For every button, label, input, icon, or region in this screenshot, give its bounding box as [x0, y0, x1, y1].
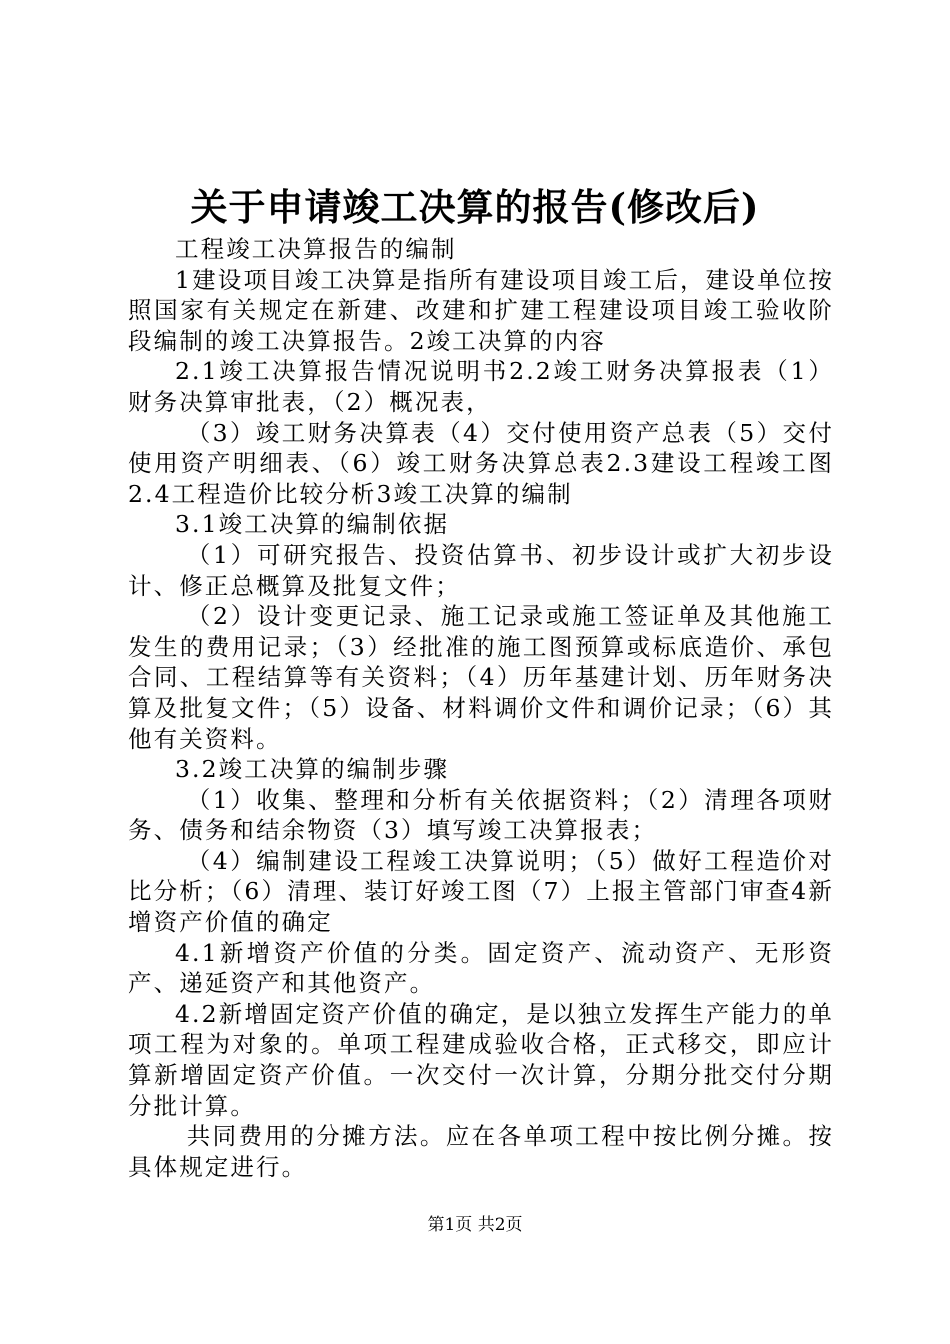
paragraph-asset-classification: 4.1新增资产价值的分类。固定资产、流动资产、无形资产、递延资产和其他资产。: [128, 938, 834, 998]
paragraph-steps-1: （1）收集、整理和分析有关依据资料；（2）清理各项财务、债务和结余物资（3）填写竣工决算报表；: [128, 785, 834, 845]
paragraph-fixed-asset-value: 4.2新增固定资产价值的确定，是以独立发挥生产能力的单项工程为对象的。单项工程建成验收合格，正式移交，即应计算新增固定资产价值。一次交付一次计算，分期分批交付分期分批计算。: [128, 999, 834, 1120]
document-title: 关于申请竣工决算的报告(修改后): [190, 185, 760, 229]
paragraph-content-2-1: 2.1竣工决算报告情况说明书2.2竣工财务决算报表（1）财务决算审批表，（2）概况表，: [128, 357, 834, 416]
paragraph-steps-heading: 3.2竣工决算的编制步骤: [175, 755, 450, 784]
paragraph-basis-heading: 3.1竣工决算的编制依据: [175, 510, 450, 539]
page-number: 第1页 共2页: [427, 1215, 523, 1235]
paragraph-heading: 工程竣工决算报告的编制: [175, 235, 457, 263]
paragraph-basis-1: （1）可研究报告、投资估算书、初步设计或扩大初步设计、修正总概算及批复文件；: [128, 540, 834, 600]
paragraph-steps-4: （4）编制建设工程竣工决算说明；（5）做好工程造价对比分析；（6）清理、装订好竣工图（7）上报主管部门审查4新增资产价值的确定: [128, 846, 834, 937]
paragraph-content-tables: （3）竣工财务决算表（4）交付使用资产总表（5）交付使用资产明细表、（6）竣工财务决算总表2.3建设工程竣工图2.4工程造价比较分析3竣工决算的编制: [128, 418, 834, 508]
paragraph-cost-allocation: 共同费用的分摊方法。应在各单项工程中按比例分摊。按具体规定进行。: [128, 1122, 834, 1181]
paragraph-definition: 1建设项目竣工决算是指所有建设项目竣工后，建设单位按照国家有关规定在新建、改建和扩建工程建设项目竣工验收阶段编制的竣工决算报告。2竣工决算的内容: [128, 265, 834, 355]
paragraph-basis-2: （2）设计变更记录、施工记录或施工签证单及其他施工发生的费用记录；（3）经批准的施工图预算或标底造价、承包合同、工程结算等有关资料；（4）历年基建计划、历年财务决算及批复文件；（5）设备、材料调价文件和调价记录；（6）其他有关资料。: [128, 602, 834, 753]
document-body: [128, 234, 834, 1182]
